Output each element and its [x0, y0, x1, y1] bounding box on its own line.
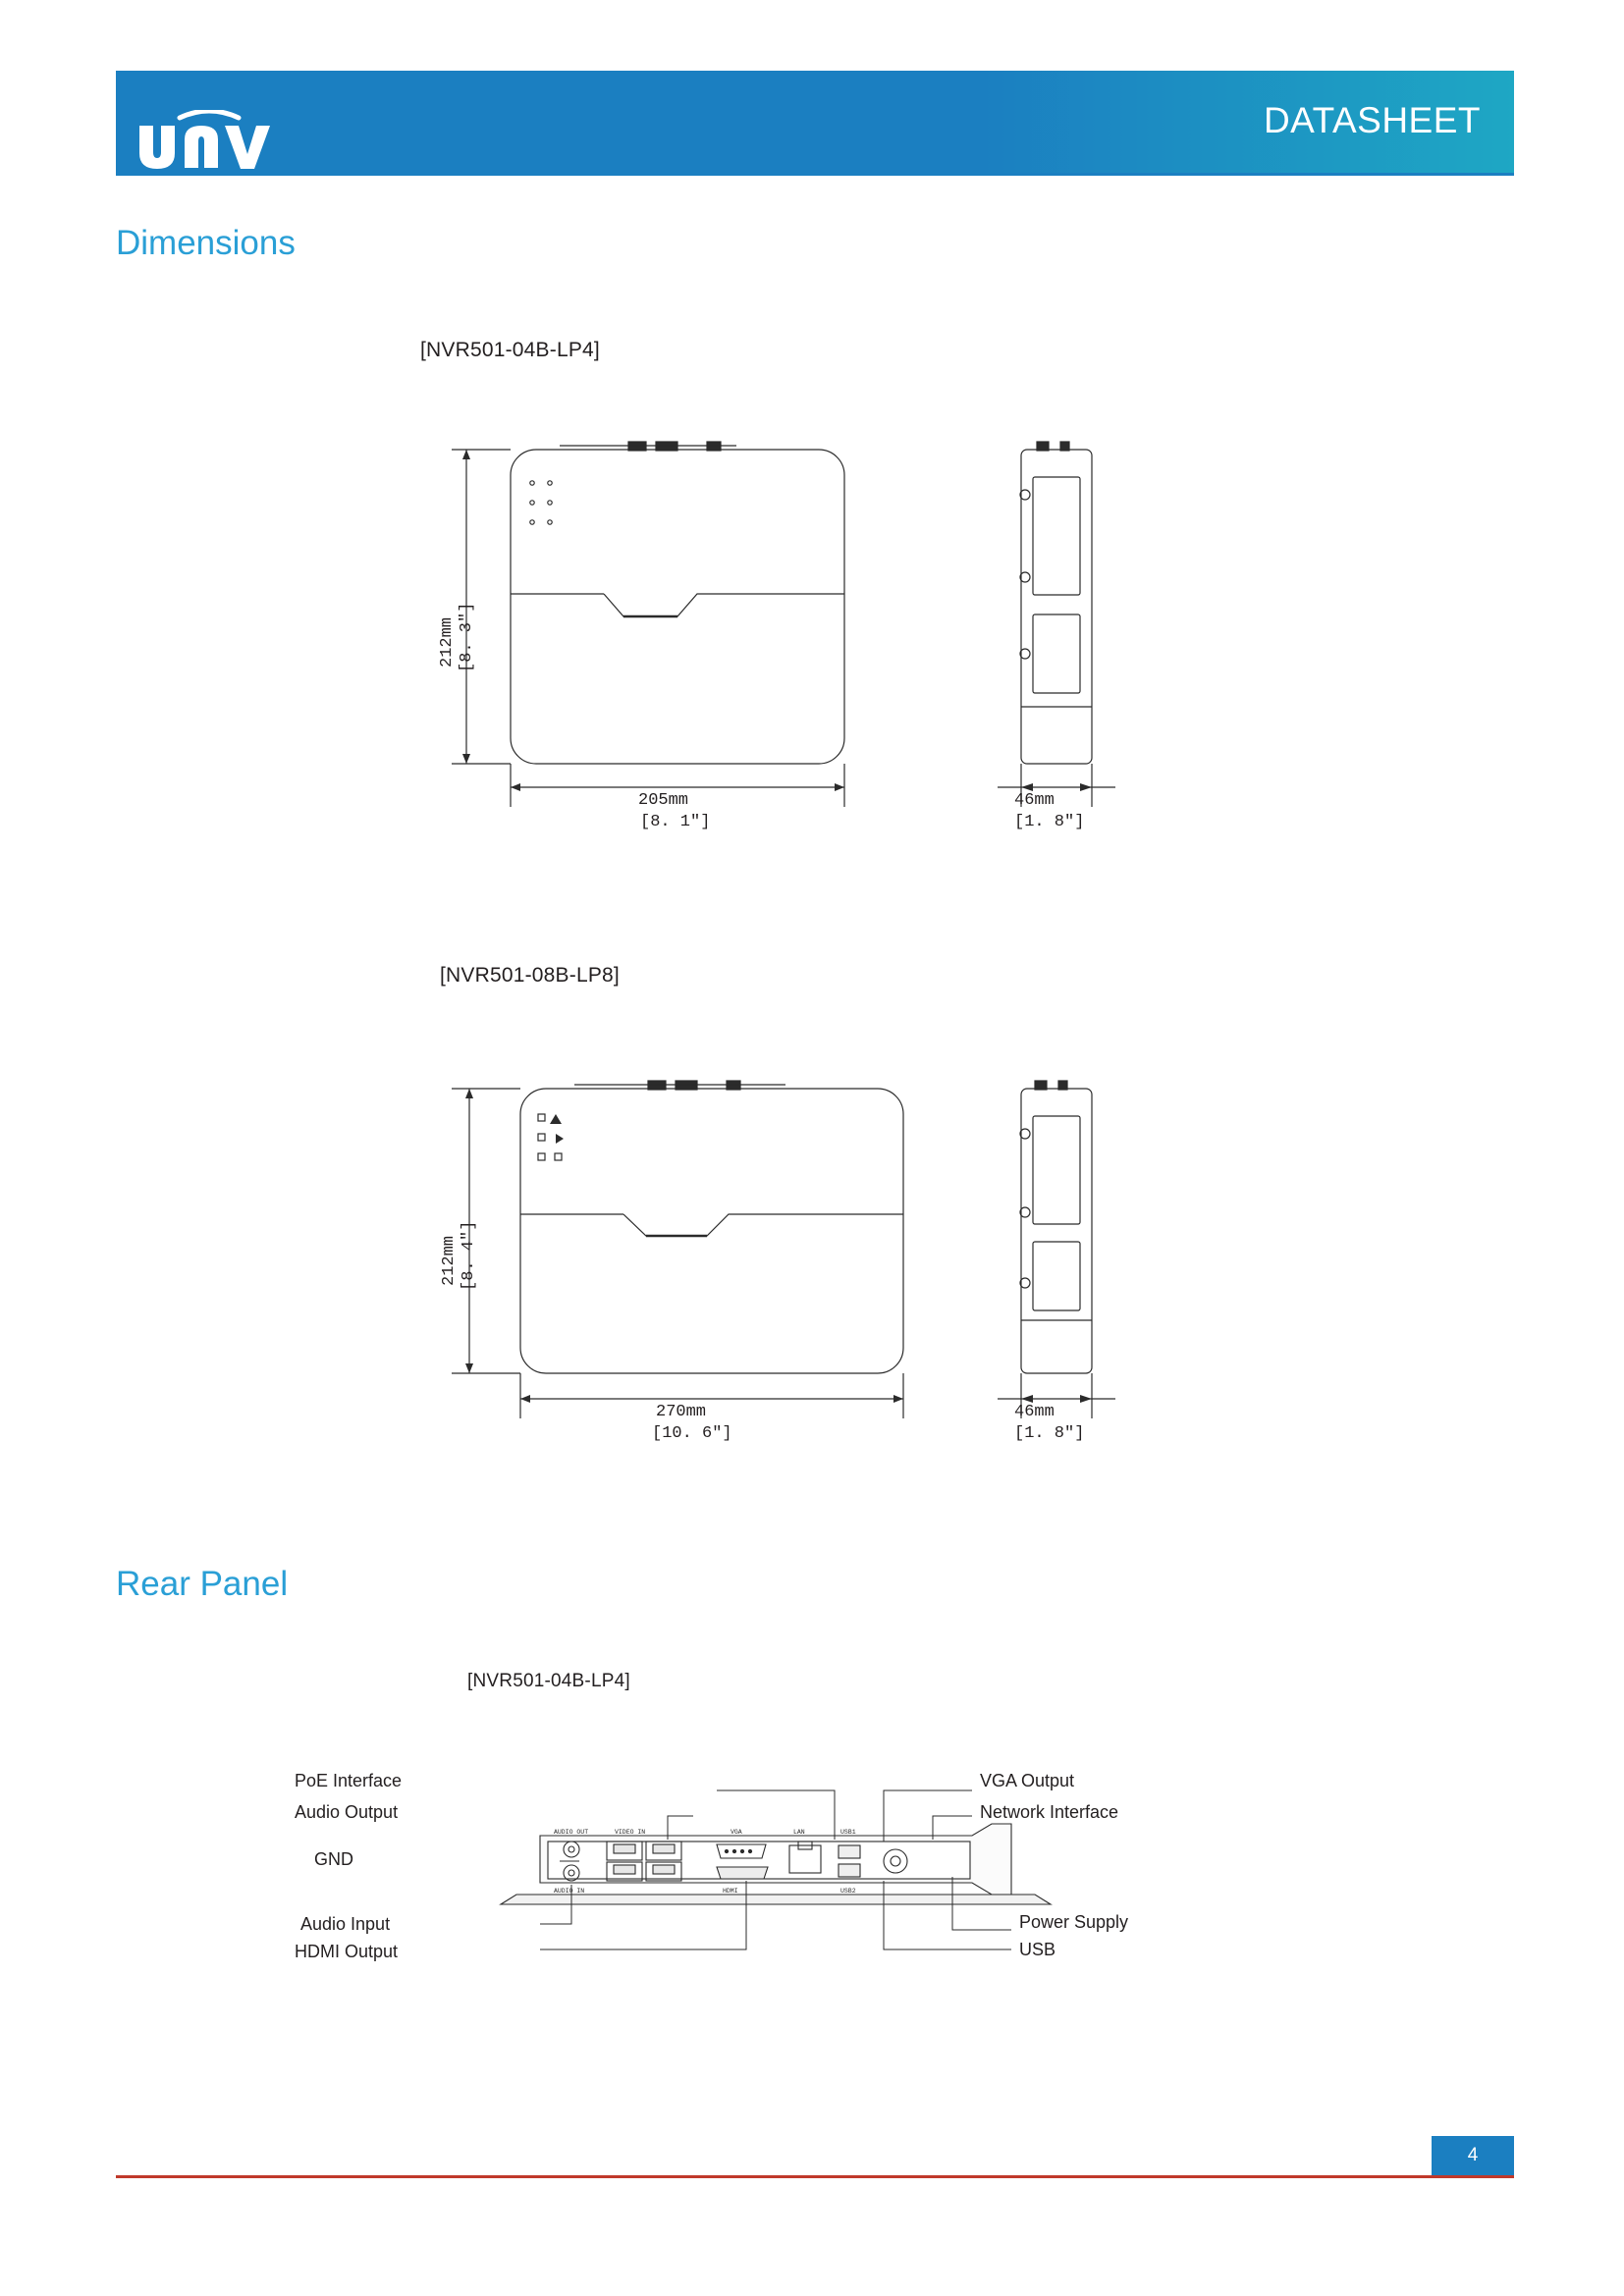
callout-usb: USB [1019, 1940, 1056, 1959]
callout-audio-input: Audio Input [300, 1914, 391, 1934]
dim-depth-mm-lp8: 46mm [1014, 1403, 1055, 1421]
model-label-lp4: [NVR501-04B-LP4] [420, 339, 600, 361]
svg-text:VGA: VGA [731, 1829, 742, 1836]
section-heading-dimensions: Dimensions [116, 224, 296, 262]
callout-network-interface: Network Interface [980, 1802, 1119, 1822]
dim-width-mm-lp4: 205mm [638, 791, 689, 810]
callout-audio-output: Audio Output [295, 1802, 399, 1822]
dimension-drawing-lp8 [412, 1065, 1296, 1458]
header-rule [116, 173, 1514, 176]
svg-text:HDMI: HDMI [723, 1888, 738, 1895]
dim-height-in-lp8: [8. 4"] [460, 1220, 478, 1291]
dim-width-in-lp8: [10. 6"] [652, 1424, 732, 1443]
dim-height-in-lp4: [8. 3"] [458, 602, 476, 672]
callout-hdmi-output: HDMI Output [295, 1942, 399, 1961]
dim-depth-in-lp8: [1. 8"] [1014, 1424, 1085, 1443]
svg-text:VIDEO IN: VIDEO IN [615, 1829, 646, 1836]
svg-text:AUDIO OUT: AUDIO OUT [554, 1829, 589, 1836]
dim-depth-in-lp4: [1. 8"] [1014, 813, 1085, 831]
dim-width-mm-lp8: 270mm [656, 1403, 707, 1421]
callout-vga-output: VGA Output [980, 1771, 1075, 1790]
footer-rule [116, 2175, 1514, 2178]
dim-height-mm-lp4: 212mm [438, 616, 457, 667]
callout-power-supply: Power Supply [1019, 1912, 1129, 1932]
model-label-rear-panel: [NVR501-04B-LP4] [467, 1671, 630, 1691]
dim-height-mm-lp8: 212mm [440, 1235, 459, 1286]
page-header [116, 71, 1514, 173]
dim-width-in-lp4: [8. 1"] [640, 813, 711, 831]
page-number: 4 [1467, 2145, 1479, 2165]
unv-logo [126, 110, 293, 179]
dim-depth-mm-lp4: 46mm [1014, 791, 1055, 810]
datasheet-title: DATASHEET [1263, 100, 1481, 140]
svg-text:LAN: LAN [793, 1829, 805, 1836]
dimension-drawing-lp4 [412, 422, 1296, 893]
section-heading-rear-panel: Rear Panel [116, 1565, 289, 1603]
callout-gnd: GND [314, 1849, 353, 1869]
svg-text:USB1: USB1 [840, 1829, 856, 1836]
callout-poe-interface: PoE Interface [295, 1771, 403, 1790]
svg-text:AUDIO IN: AUDIO IN [554, 1888, 585, 1895]
svg-text:USB2: USB2 [840, 1888, 856, 1895]
model-label-lp8: [NVR501-08B-LP8] [440, 964, 620, 987]
rear-panel-diagram [295, 1747, 1257, 2022]
